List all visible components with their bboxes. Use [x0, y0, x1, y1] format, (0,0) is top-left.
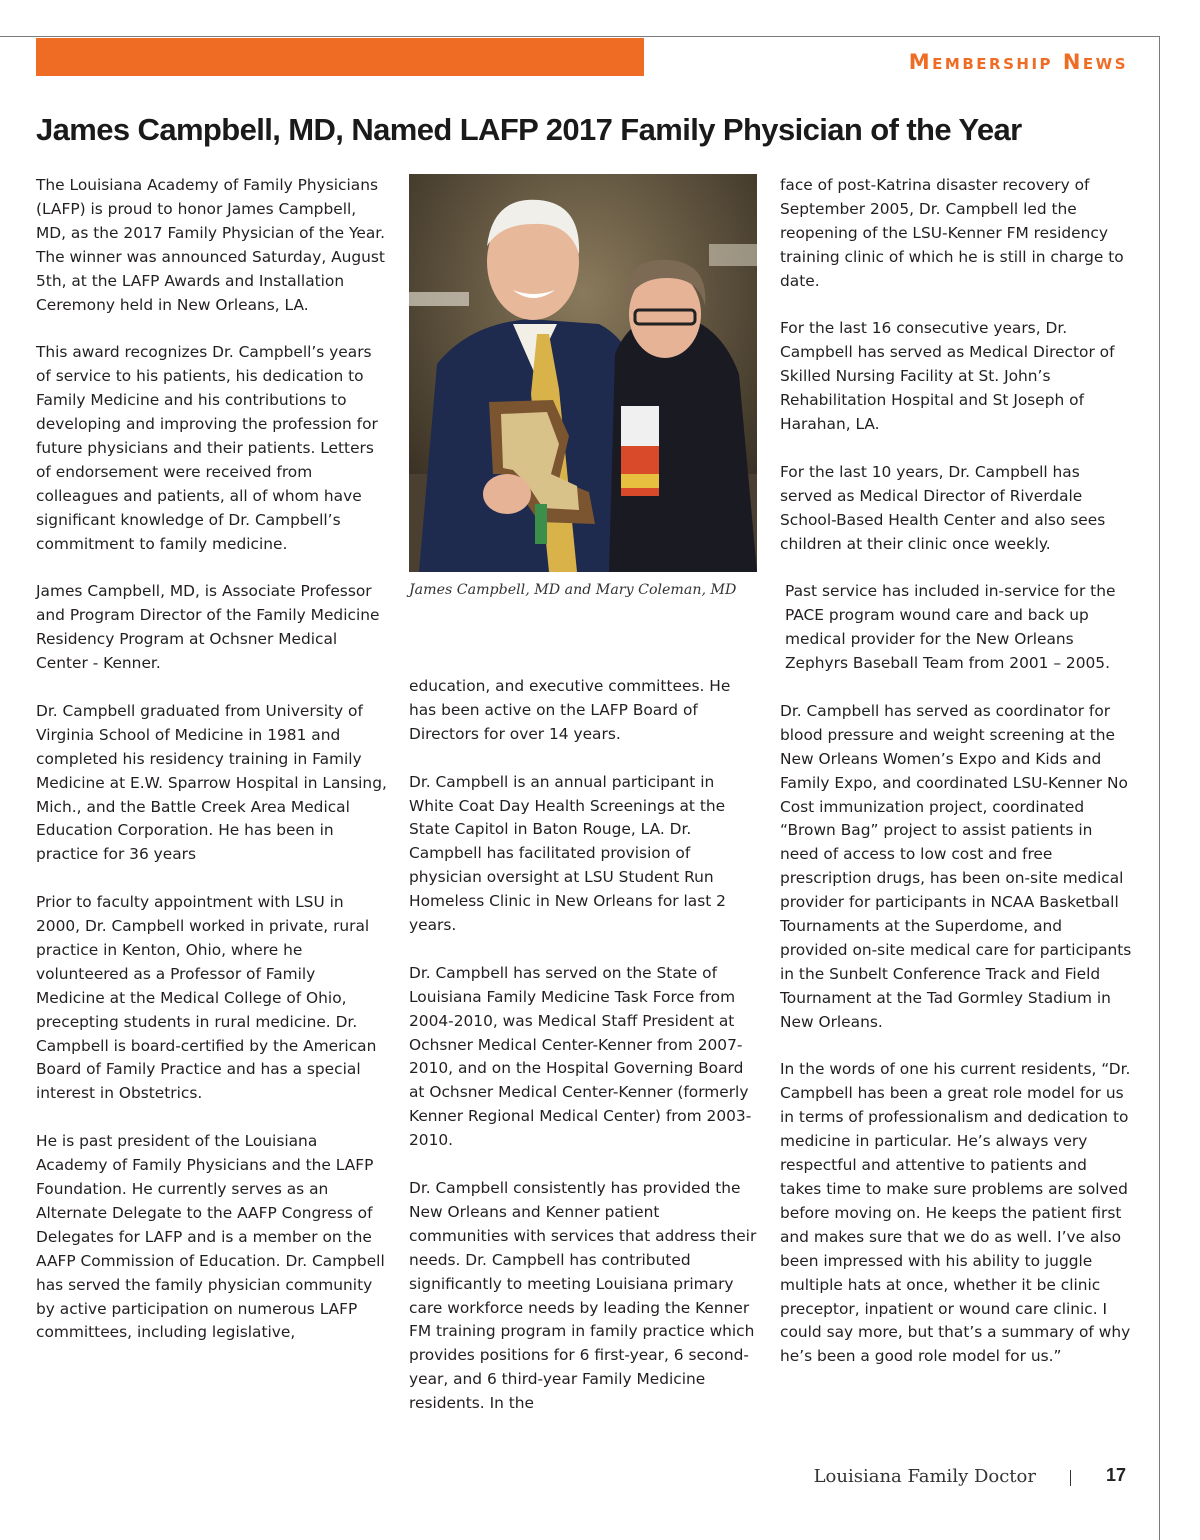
article-paragraph: Past service has included in-service for the PACE program wound care and back up medical provider for the New Orleans Zephyrs Baseball Team from 2001 – 2005. — [785, 582, 1116, 673]
article-column-1 — [36, 174, 388, 1345]
article-paragraph: James Campbell, MD, is Associate Professor and Program Director of the Family Medicine Residency Program at Ochsner Medical Center - Kenner. — [36, 582, 380, 673]
footer-separator — [1070, 1470, 1071, 1486]
page-number: 17 — [1106, 1465, 1127, 1485]
article-paragraph: The Louisiana Academy of Family Physicians (LAFP) is proud to honor James Campbell, MD, as the 2017 Family Physician of the Year. The winner was announced Saturday, August 5th, at the LAFP Awards and Installation Ceremony held in New Orleans, LA. — [36, 176, 386, 314]
article-column-2 — [409, 675, 761, 1416]
article-paragraph: Dr. Campbell has served as coordinator for blood pressure and weight screening at the New Orleans Women’s Expo and Kids and Family Expo, and coordinated LSU-Kenner No Cost immunization project, coordinated “Brown Bag” project to assist patients in need of access to low cost and free prescription drugs, has been on-site medical provider for participants in NCAA Basketball Tournaments at the Superdome, and provided on-site medical care for participants in the Sunbelt Conference Track and Field Tournament at the Tad Gormley Stadium in New Orleans. — [780, 701, 1132, 1031]
photo-caption: James Campbell, MD and Mary Coleman, MD — [409, 582, 737, 598]
article-paragraph: This award recognizes Dr. Campbell’s years of service to his patients, his dedication to Family Medicine and his contributions to developing and improving the profession for future physicians and their patients. Letters of endorsement were received from colleagues and patients, all of whom have significant knowledge of Dr. Campbell’s commitment to family medicine. — [36, 343, 378, 553]
award-photo-illustration — [409, 174, 757, 572]
article-paragraph: Dr. Campbell consistently has provided the New Orleans and Kenner patient communities with services that address their needs. Dr. Campbell has contributed significantly to meeting Louisiana primary care workforce needs by leading the Kenner FM training program in family practice which provides positions for 6 first-year, 6 second-year, and 6 third-year Family Medicine residents. In the — [409, 1178, 757, 1413]
top-divider — [0, 36, 1160, 37]
article-paragraph: Dr. Campbell has served on the State of Louisiana Family Medicine Task Force from 2004-2010, was Medical Staff President at Ochsner Medical Center-Kenner from 2007-2010, and on the Hospital Governing Board at Ochsner Medical Center-Kenner (formerly Kenner Regional Medical Center) from 2003-2010. — [409, 963, 752, 1150]
article-paragraph: Dr. Campbell is an annual participant in White Coat Day Health Screenings at the State Capitol in Baton Rouge, LA. Dr. Campbell has facilitated provision of physician oversight at LSU Student Run Homeless Clinic in New Orleans for last 2 years. — [409, 772, 726, 935]
article-paragraph: education, and executive committees. He has been active on the LAFP Board of Directors for over 14 years. — [409, 677, 731, 743]
header-accent-bar — [36, 38, 644, 76]
section-label: Membership News — [908, 50, 1128, 74]
article-paragraph: Prior to faculty appointment with LSU in 2000, Dr. Campbell worked in private, rural practice in Kenton, Ohio, where he volunteered as a Professor of Family Medicine at the Medical College of Ohio, precepting students in rural medicine. Dr. Campbell is board-certified by the American Board of Family Practice and has a special interest in Obstetrics. — [36, 893, 377, 1103]
article-paragraph: Dr. Campbell graduated from University of Virginia School of Medicine in 1981 and completed his residency training in Family Medicine at E.W. Sparrow Hospital in Lansing, Mich., and the Battle Creek Area Medical Education Corporation. He has been in practice for 36 years — [36, 701, 387, 864]
page-edge-divider — [1159, 36, 1160, 1540]
article-paragraph: face of post-Katrina disaster recovery of September 2005, Dr. Campbell led the reopening of the LSU-Kenner FM residency training clinic of which he is still in charge to date. — [780, 176, 1124, 290]
article-paragraph: For the last 16 consecutive years, Dr. Campbell has served as Medical Director of Skilled Nursing Facility at St. John’s Rehabilitation Hospital and St Joseph of Harahan, LA. — [780, 319, 1115, 434]
article-headline: James Campbell, MD, Named LAFP 2017 Family Physician of the Year — [36, 112, 1022, 147]
article-paragraph: For the last 10 years, Dr. Campbell has served as Medical Director of Riverdale School-Based Health Center and also sees children at their clinic once weekly. — [780, 462, 1106, 553]
footer-publication-name: Louisiana Family Doctor — [813, 1466, 1036, 1487]
article-paragraph: He is past president of the Louisiana Academy of Family Physicians and the LAFP Foundation. He currently serves as an Alternate Delegate to the AAFP Congress of Delegates for LAFP and is a member on the AAFP Commission of Education. Dr. Campbell has served the family physician community by active participation on numerous LAFP committees, including legislative, — [36, 1132, 385, 1342]
article-column-3 — [780, 174, 1132, 1369]
article-paragraph: In the words of one his current residents, “Dr. Campbell has been a great role model for us in terms of professionalism and dedication to medicine in particular. He’s always very respectful and attentive to patients and takes time to make sure problems are solved before moving on. He keeps the patient first and makes sure that we do as well. I’ve also been impressed with his ability to juggle multiple hats at once, whether it be clinic preceptor, inpatient or wound care clinic. I could say more, but that’s a summary of why he’s been a good role model for us.” — [780, 1060, 1131, 1366]
award-photo — [409, 174, 757, 572]
